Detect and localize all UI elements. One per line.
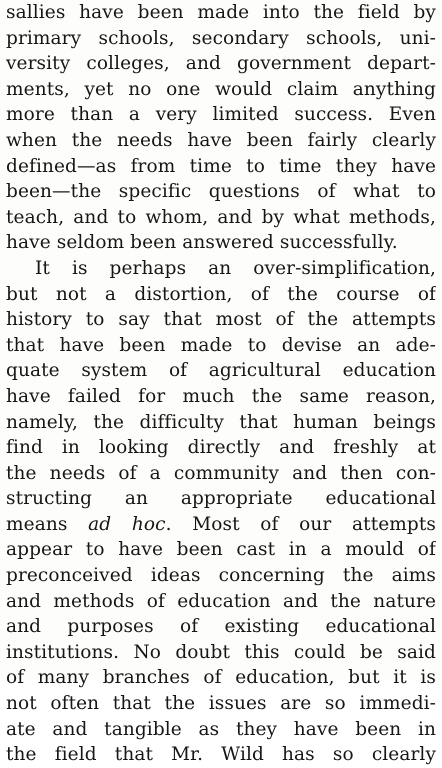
text-line: namely, the difficulty that human beings [6,411,436,433]
text-line: institutions. No doubt this could be said [6,641,436,663]
paragraph-2 [6,256,436,768]
text-line: primary schools, secondary schools, uni- [6,27,436,49]
text-line: ate and tangible as they have been in [6,718,436,740]
text-line: and methods of education and the nature [6,590,436,612]
text-line: of many branches of education, but it is [6,667,436,689]
text-line: It is perhaps an over-simplification, [35,257,436,279]
text-segment: . Most of our attempts [165,513,436,535]
text-line: defined—as from time to time they have [6,155,436,177]
text-line: when the needs have been fairly clearly [6,129,436,151]
text-line: and purposes of existing educational [6,616,436,638]
text-line: the field that Mr. Wild has so clearly [6,744,436,766]
text-line: more than a very limited success. Even [6,104,436,126]
text-line: versity colleges, and government depart- [6,53,436,75]
text-line: appear to have been cast in a mould of [6,539,436,561]
text-line: ments, yet no one would claim anything [6,78,436,100]
italic-phrase: ad hoc [88,513,166,535]
text-segment: means [6,513,89,535]
text-line: that have been made to devise an ade- [6,334,436,356]
text-line: structing an appropriate educational [6,488,436,510]
text-line: history to say that most of the attempts [6,309,436,331]
text-line: have failed for much the same reason, [6,385,436,407]
text-line: have seldom been answered successfully. [6,232,398,254]
text-line-with-italic [6,512,436,538]
text-line: preconceived ideas concerning the aims [6,565,436,587]
text-column [6,0,436,768]
text-line: not often that the issues are so immedi- [6,693,436,715]
text-line: sallies have been made into the field by [6,2,436,23]
text-line: but not a distortion, of the course of [6,283,436,305]
paragraph-1 [6,0,436,256]
text-line: the needs of a community and then con- [6,462,436,484]
text-line: find in looking directly and freshly at [6,437,436,459]
text-line: quate system of agricultural education [6,360,436,382]
text-line: teach, and to whom, and by what methods, [6,206,436,228]
text-line: been—the specific questions of what to [6,181,436,203]
